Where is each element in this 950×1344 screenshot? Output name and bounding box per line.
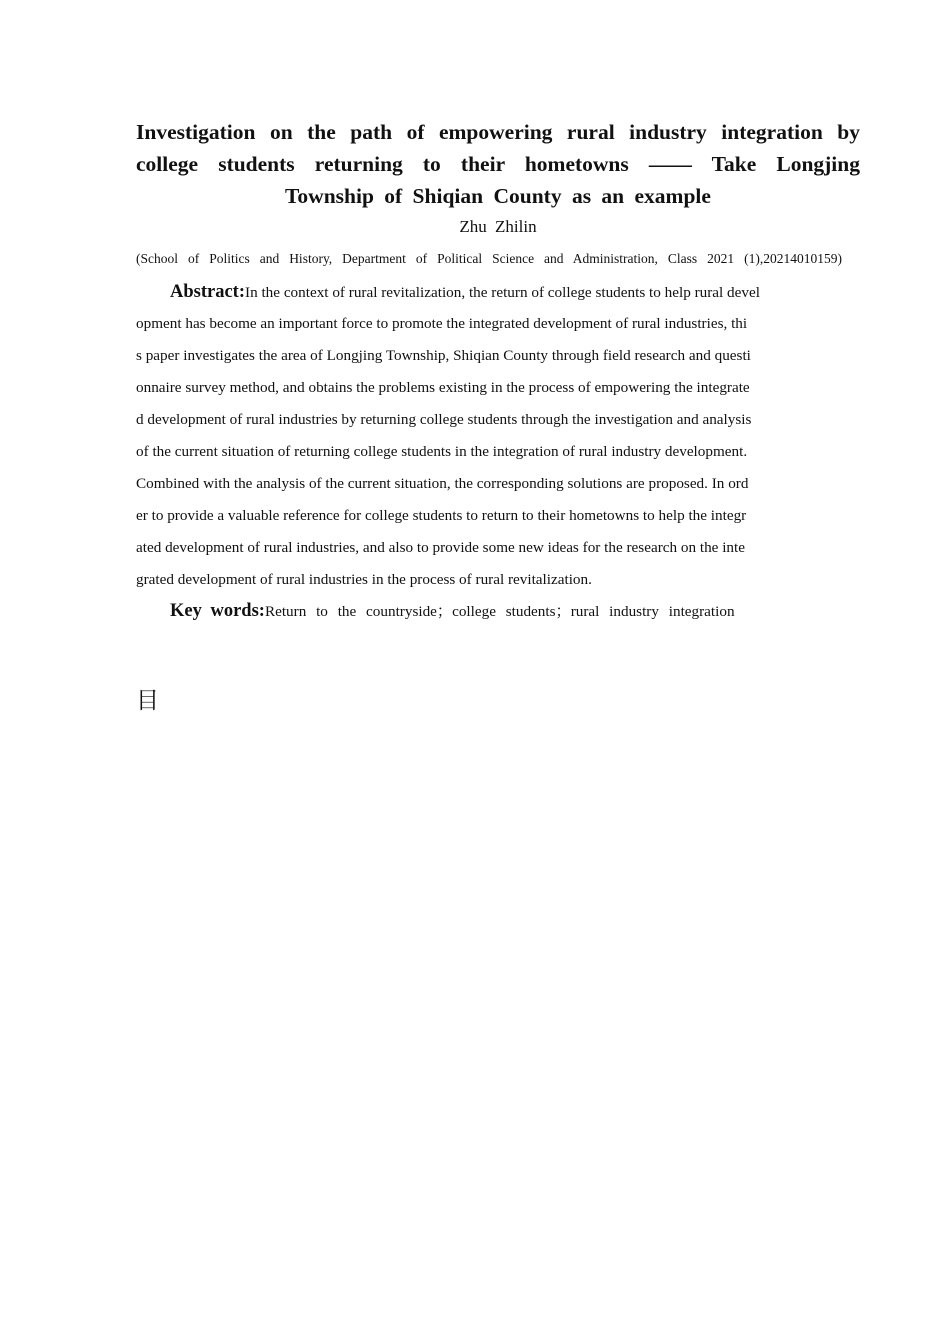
paper-title bbox=[136, 116, 860, 212]
abstract-text: In the context of rural revitalization, the return of college students to help rural devel bbox=[245, 284, 760, 301]
keywords-label: Key words: bbox=[170, 601, 265, 621]
title-line-3: Township of Shiqian County as an example bbox=[285, 184, 711, 208]
abstract-line: er to provide a valuable reference for college students to return to their hometowns to help the integr bbox=[136, 507, 747, 524]
abstract-section bbox=[136, 276, 816, 596]
abstract-line: grated development of rural industries in the process of rural revitalization. bbox=[136, 571, 592, 588]
abstract-line: d development of rural industries by returning college students through the investigation and analysis bbox=[136, 411, 752, 428]
abstract-label: Abstract: bbox=[170, 282, 246, 302]
abstract-line: opment has become an important force to promote the integrated development of rural industries, thi bbox=[136, 315, 748, 332]
keywords-section bbox=[136, 595, 816, 628]
abstract-line: of the current situation of returning college students in the integration of rural industry development. bbox=[136, 443, 748, 460]
abstract-line bbox=[136, 276, 816, 308]
abstract-line: s paper investigates the area of Longjing Township, Shiqian County through field research and questi bbox=[136, 347, 751, 364]
title-line-2: college students returning to their hometowns —— Take Longjing bbox=[136, 152, 860, 176]
table-of-contents-heading: 目 bbox=[136, 688, 159, 714]
title-line-1: Investigation on the path of empowering rural industry integration by bbox=[136, 120, 860, 144]
author-name: Zhu Zhilin bbox=[459, 217, 537, 236]
abstract-line: ated development of rural industries, and also to provide some new ideas for the research on the inte bbox=[136, 539, 745, 556]
keywords-text: Return to the countryside；college students；rural industry integration bbox=[264, 603, 735, 620]
author-affiliation: (School of Politics and History, Department of Political Science and Administration, Class 2021 (1),20214010159) bbox=[136, 251, 842, 266]
abstract-line: Combined with the analysis of the current situation, the corresponding solutions are proposed. In ord bbox=[136, 475, 749, 492]
abstract-line: onnaire survey method, and obtains the problems existing in the process of empowering the integrate bbox=[136, 379, 750, 396]
